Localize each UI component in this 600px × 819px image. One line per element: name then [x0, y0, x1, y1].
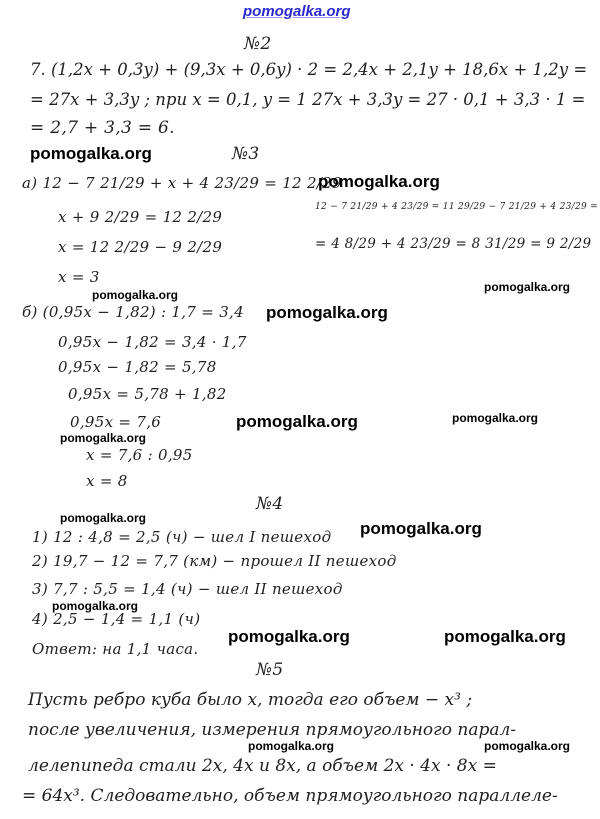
task3-a-line-4: x = 3 [58, 268, 100, 286]
task2-heading: №2 [244, 34, 272, 54]
watermark-label: pomogalka.org [236, 412, 358, 431]
task2-line-1: 7. (1,2x + 0,3y) + (9,3x + 0,6y) · 2 = 2,4x + 2,1y + 18,6x + 1,2y = [30, 60, 588, 79]
header-watermark-link[interactable]: pomogalka.org [243, 3, 351, 20]
task5-line-2: после увеличения, измерения прямоугольного парал- [28, 720, 517, 740]
task3-side-line-1: 12 − 7 21/29 + 4 23/29 = 11 29/29 − 7 21/29 + 4 23/29 = [315, 202, 599, 212]
task3-heading: №3 [232, 144, 260, 164]
watermark-label: pomogalka.org [318, 172, 440, 191]
watermark-label: pomogalka.org [266, 303, 388, 322]
task5-line-1: Пусть ребро куба было x, тогда его объем − x³ ; [28, 690, 473, 710]
task5-heading: №5 [256, 660, 284, 680]
task4-line-2: 2) 19,7 − 12 = 7,7 (км) − прошел II пешеход [32, 552, 397, 570]
task3-b-line-3: 0,95x − 1,82 = 5,78 [58, 358, 217, 376]
task3-b-line-6: x = 7,6 : 0,95 [86, 446, 193, 464]
task3-b-line-7: x = 8 [86, 472, 128, 490]
watermark-label: pomogalka.org [484, 739, 571, 753]
task3-b-line-2: 0,95x − 1,82 = 3,4 · 1,7 [58, 333, 247, 351]
task4-answer: Ответ: на 1,1 часа. [32, 640, 199, 658]
task5-line-4: = 64x³. Следовательно, объем прямоугольного параллеле- [22, 786, 558, 806]
watermark-label: pomogalka.org [444, 627, 566, 646]
watermark-label: pomogalka.org [52, 599, 139, 613]
watermark-label: pomogalka.org [228, 627, 350, 646]
task4-line-4: 4) 2,5 − 1,4 = 1,1 (ч) [32, 610, 201, 628]
task3-a-line-1: а) 12 − 7 21/29 + x + 4 23/29 = 12 2/29 [22, 174, 342, 192]
watermark-label: pomogalka.org [360, 519, 482, 538]
task5-line-3: лелепипеда стали 2x, 4x и 8x, а объем 2x · 4x · 8x = [28, 756, 497, 776]
task3-a-line-2: x + 9 2/29 = 12 2/29 [58, 208, 223, 226]
task3-side-line-2: = 4 8/29 + 4 23/29 = 8 31/29 = 9 2/29 [315, 236, 592, 252]
task2-line-2: = 27x + 3,3y ; при x = 0,1, y = 1 27x + 3,3y = 27 · 0,1 + 3,3 · 1 = [30, 90, 586, 109]
task2-line-3: = 2,7 + 3,3 = 6. [30, 118, 175, 138]
watermark-label: pomogalka.org [92, 288, 179, 302]
task4-heading: №4 [256, 494, 284, 514]
task3-b-line-5: 0,95x = 7,6 [70, 413, 162, 431]
watermark-label: pomogalka.org [248, 739, 335, 753]
watermark-label: pomogalka.org [60, 431, 147, 445]
watermark-label: pomogalka.org [484, 280, 571, 294]
watermark-label: pomogalka.org [30, 144, 152, 163]
task3-b-line-1: б) (0,95x − 1,82) : 1,7 = 3,4 [22, 303, 244, 321]
task4-line-1: 1) 12 : 4,8 = 2,5 (ч) − шел I пешеход [32, 528, 332, 546]
task3-b-line-4: 0,95x = 5,78 + 1,82 [68, 385, 227, 403]
watermark-label: pomogalka.org [452, 411, 539, 425]
watermark-label: pomogalka.org [60, 511, 147, 525]
task3-a-line-3: x = 12 2/29 − 9 2/29 [58, 238, 223, 256]
task4-line-3: 3) 7,7 : 5,5 = 1,4 (ч) − шел II пешеход [32, 580, 343, 598]
